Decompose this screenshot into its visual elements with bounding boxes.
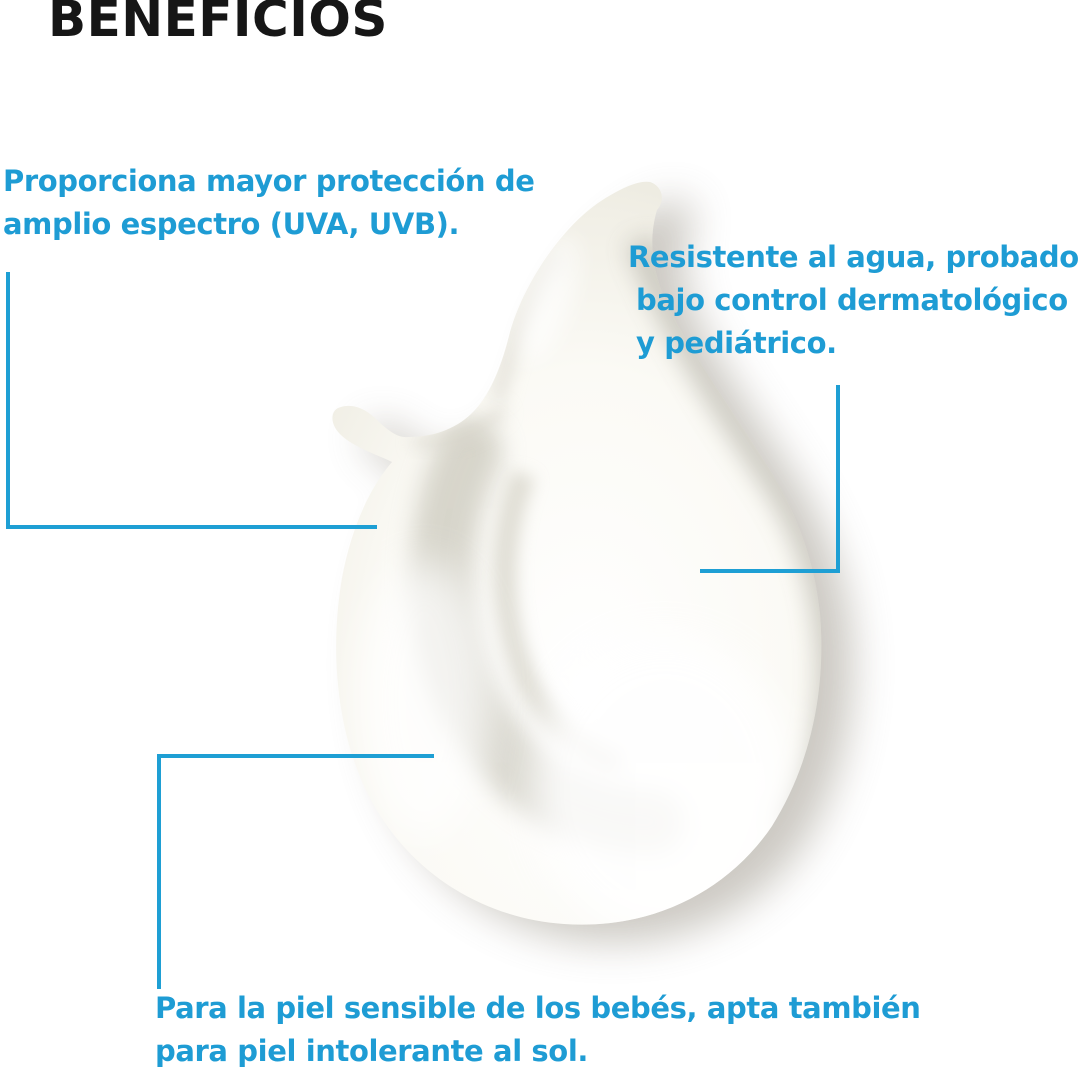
callout-water-resistant bbox=[628, 236, 1079, 365]
callout-text-line: bajo control dermatológico bbox=[636, 283, 1068, 317]
callout-text-line: Resistente al agua, probado bbox=[628, 240, 1079, 274]
callout-text-line: Proporciona mayor protección de bbox=[3, 164, 535, 198]
callout-text-line: amplio espectro (UVA, UVB). bbox=[3, 207, 460, 241]
callout-broad-spectrum bbox=[3, 160, 534, 246]
callout-text-line: Para la piel sensible de los bebés, apta también bbox=[155, 991, 921, 1025]
callout-sensitive-skin bbox=[155, 987, 921, 1073]
callout-text-line: para piel intolerante al sol. bbox=[155, 1034, 588, 1068]
callout-text-line: y pediátrico. bbox=[636, 326, 837, 360]
page-title: BENEFICIOS bbox=[48, 0, 388, 48]
